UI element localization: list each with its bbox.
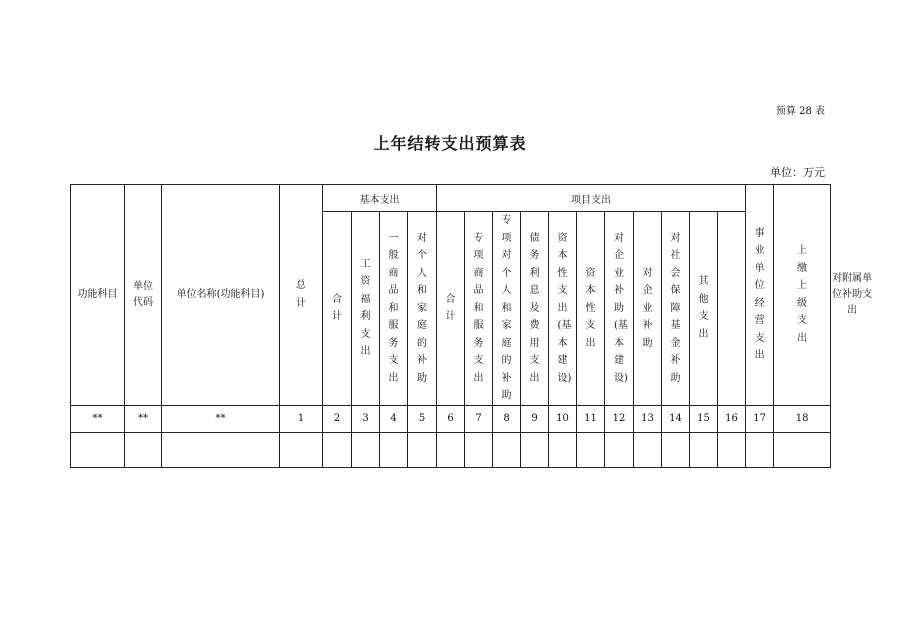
data-cell	[71, 432, 125, 467]
index-cell: 1	[280, 405, 323, 432]
header-basic-goods: 一般商品和服务支出	[380, 212, 408, 406]
index-cell: 17	[746, 405, 774, 432]
data-cell	[521, 432, 549, 467]
data-cell	[408, 432, 437, 467]
index-cell: 5	[408, 405, 437, 432]
header-proj-other: 其他支出	[690, 212, 718, 406]
data-cell	[774, 432, 831, 467]
index-cell: 2	[323, 405, 352, 432]
header-unit-code: 单位代码	[125, 185, 162, 406]
index-cell: 16	[718, 405, 746, 432]
index-cell: 13	[634, 405, 662, 432]
header-proj-capital-basic: 资本性支出(基本建设)	[549, 212, 577, 406]
index-cell: **	[71, 405, 125, 432]
index-cell: 4	[380, 405, 408, 432]
data-cell	[605, 432, 634, 467]
header-upper-remittance: 上缴上级支出	[774, 185, 831, 406]
index-cell: 8	[493, 405, 521, 432]
data-cell	[662, 432, 690, 467]
unit-label: 单位：万元	[770, 166, 825, 179]
header-total: 总计	[280, 185, 323, 406]
header-proj-enterprise: 对企业补助	[634, 212, 662, 406]
data-cell	[323, 432, 352, 467]
data-cell	[746, 432, 774, 467]
index-cell: 3	[352, 405, 380, 432]
header-business-expenditure: 事业单位经营支出	[746, 185, 774, 406]
data-cell	[352, 432, 380, 467]
index-cell: 14	[662, 405, 690, 432]
header-basic-subsidy: 对个人和家庭的补助	[408, 212, 437, 406]
header-proj-subsidy: 专项对个人和家庭的补助	[493, 212, 521, 406]
index-cell: 15	[690, 405, 718, 432]
index-cell: **	[125, 405, 162, 432]
data-cell	[577, 432, 605, 467]
data-cell	[380, 432, 408, 467]
data-cell	[465, 432, 493, 467]
data-cell	[280, 432, 323, 467]
data-cell	[549, 432, 577, 467]
header-basic-expenditure: 基本支出	[323, 185, 437, 212]
index-cell: 12	[605, 405, 634, 432]
header-func-subject: 功能科目	[71, 185, 125, 406]
index-cell: 11	[577, 405, 605, 432]
data-cell	[162, 432, 280, 467]
header-proj-social-security: 对社会保障基金补助	[662, 212, 690, 406]
index-row	[71, 405, 831, 432]
data-cell	[718, 432, 746, 467]
header-proj-total: 合计	[437, 212, 465, 406]
header-proj-debt: 债务利息及费用支出	[521, 212, 549, 406]
data-cell	[125, 432, 162, 467]
index-cell: 6	[437, 405, 465, 432]
index-cell: 10	[549, 405, 577, 432]
index-cell: 9	[521, 405, 549, 432]
form-number: 预算 28 表	[775, 106, 825, 117]
index-cell: 18	[774, 405, 831, 432]
index-cell: **	[162, 405, 280, 432]
index-cell: 7	[465, 405, 493, 432]
header-proj-capital: 资本性支出	[577, 212, 605, 406]
header-proj-enterprise-basic: 对企业补助(基本建设)	[605, 212, 634, 406]
data-cell	[690, 432, 718, 467]
data-cell	[493, 432, 521, 467]
page-title: 上年结转支出预算表	[373, 134, 527, 153]
data-cell	[437, 432, 465, 467]
data-row-empty	[71, 432, 831, 467]
data-cell	[634, 432, 662, 467]
budget-table: 功能科目 单位代码 单位名称(功能科目) 总计 基本支出 项目支出 事业单位经营支出 上缴上级支出 对附属单位补助支出 合计 工资福利支出 一般商品和服务支出 对个人和家庭的补助 合计 专项商品和服务支出 专项对个人和家庭的补助 债务利息及费用支出 资本性支出(基本建设) 资本性支出 对企业补助(基本建设) 对企业补助 对社会保障基金补助 其他支出 ** ** ** 1 2 3 4 5 6 7 8 9 10 11 12 13 14 15 16 17 18	[70, 184, 831, 468]
header-basic-wages: 工资福利支出	[352, 212, 380, 406]
header-unit-name: 单位名称(功能科目)	[162, 185, 280, 406]
header-basic-total: 合计	[323, 212, 352, 406]
header-project-expenditure: 项目支出	[437, 185, 746, 212]
header-proj-goods: 专项商品和服务支出	[465, 212, 493, 406]
